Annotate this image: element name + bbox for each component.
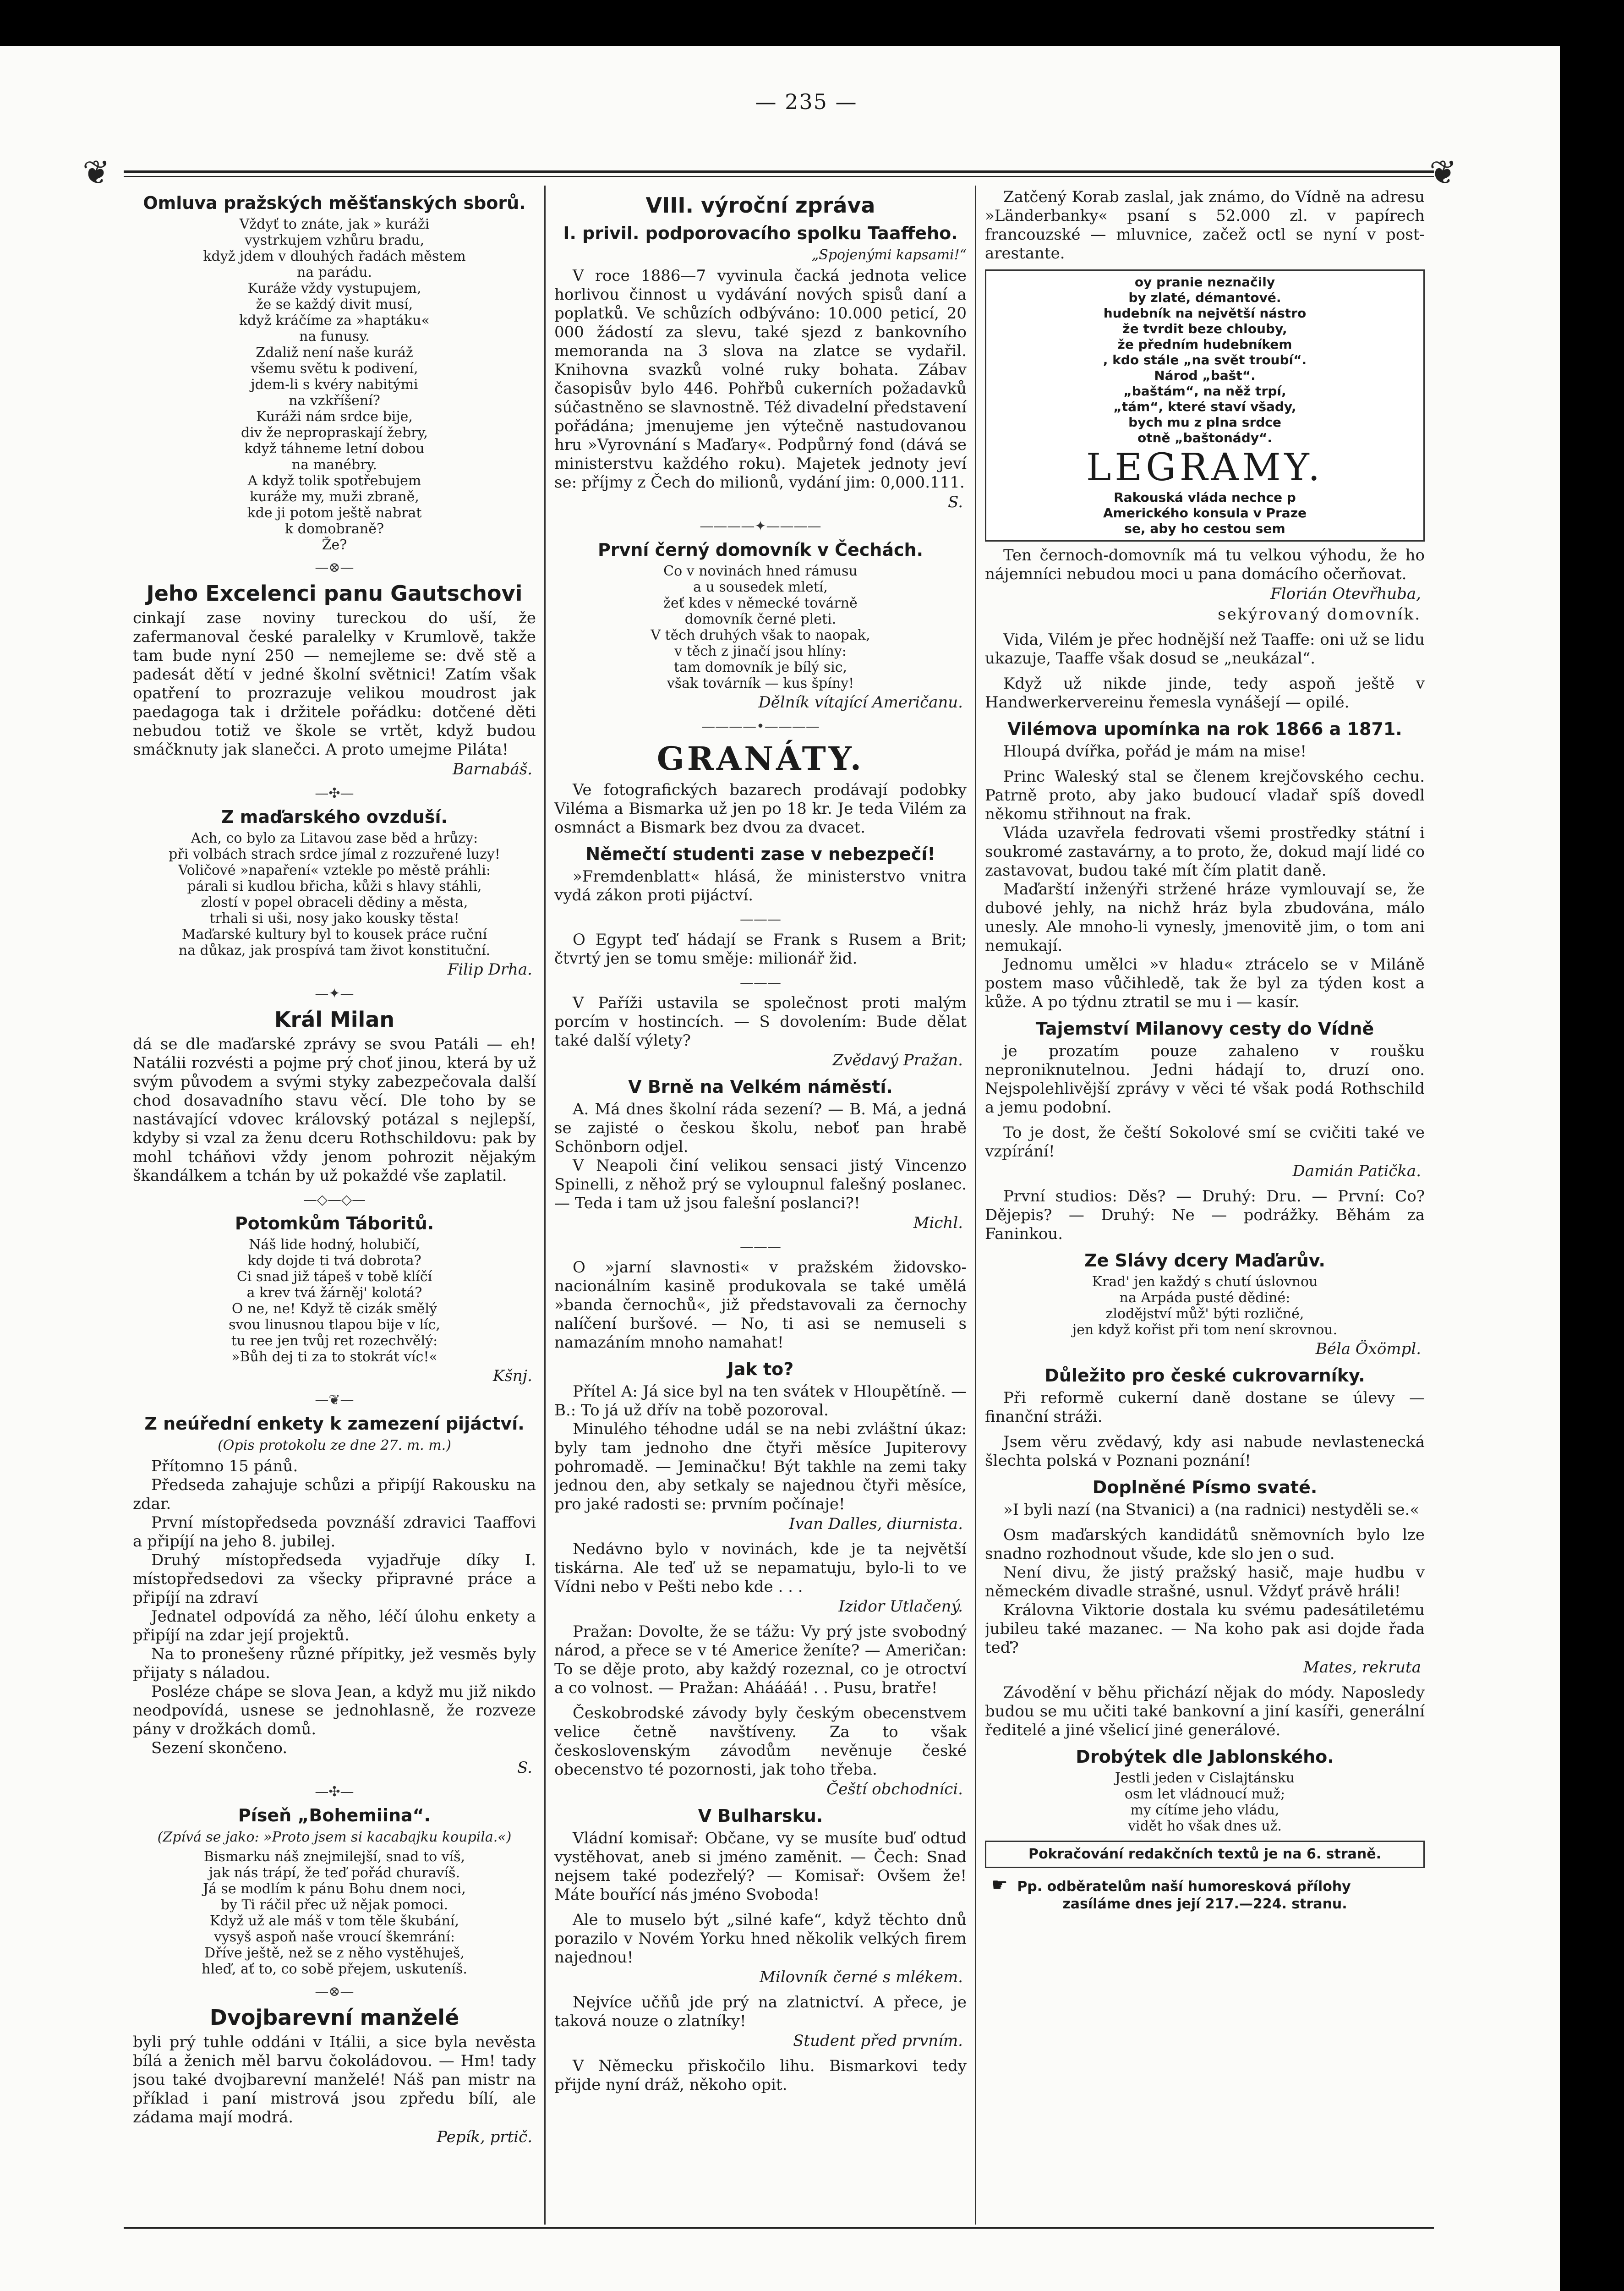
article-pismo-svate — [985, 1477, 1425, 1519]
column-rule-2 — [975, 186, 976, 2225]
separator-ornament: —⊗— — [315, 1984, 354, 2000]
poem — [133, 1849, 536, 1977]
signature-2: sekýrovaný domovník. — [1218, 605, 1421, 624]
article-v-bulharsku — [554, 1805, 967, 1904]
article-silne-kafe — [554, 1911, 967, 1987]
legramy-line: hudebník na největší nástro — [1103, 306, 1307, 321]
signature: Zvědavý Pražan. — [832, 1051, 963, 1069]
article-title: V Bulharsku. — [698, 1806, 823, 1826]
separator-dash: ——— — [740, 975, 781, 991]
article-potomkum-taboritu — [133, 1213, 536, 1386]
poem-line: všemu světu k podivení, — [251, 361, 418, 377]
separator-ornament: —✣— — [315, 785, 354, 801]
article-title: Jeho Excelenci panu Gautschovi — [146, 581, 523, 606]
separator-ornament: —◇—◇— — [303, 1192, 366, 1208]
separator-dash: ——— — [740, 1239, 781, 1255]
article-vyrocni-zprava — [554, 192, 967, 512]
legramy-line: že tvrdit beze chlouby, — [1122, 321, 1287, 336]
notice-supplement-line-2: zasíláme dnes její 217.—224. stranu. — [1062, 1896, 1347, 1912]
signature: Ivan Dalles, diurnista. — [789, 1515, 963, 1533]
signature: S. — [517, 1759, 532, 1777]
article-pariz — [554, 994, 967, 1070]
poem-line: vystrkujem vzhůru bradu, — [244, 232, 425, 248]
paragraph: Princ Waleský stal se členem krejčovského cechu. Patrně proto, aby jako budoucí vladař spíš dovedl někomu střihnout na frak. — [985, 767, 1425, 823]
article-text: Nejvíce učňů jde prý na zlatnictví. A přece, je taková nouze o zlatníky! — [554, 1993, 967, 2030]
poem-line: O ne, ne! Když tě cizák smělý — [231, 1301, 437, 1317]
poem-line: div že nepropraskají žebry, — [241, 425, 428, 441]
article-title: Z maďarského ovzduší. — [221, 807, 448, 827]
legramy-line: by zlaté, démantové. — [1128, 290, 1281, 305]
article-various-notes — [985, 767, 1425, 1012]
legramy-line: že předním hudebníkem — [1117, 337, 1292, 352]
article-jarni-slavnost — [554, 1258, 967, 1352]
poem-line: kuráže my, muži zbraně, — [250, 489, 419, 505]
article-text: Ale to muselo být „silné kafe“, když těchto dnů porazilo v Novém Yorku hned několik velkých firem najednou! — [554, 1911, 967, 1967]
article-vilem-taaffe — [985, 630, 1425, 668]
article-sokolove — [985, 1124, 1425, 1181]
poem-line: by Ti ráčil přec už nějak pomoci. — [220, 1897, 448, 1913]
article-title: Potomkům Táboritů. — [235, 1213, 434, 1233]
poem-line: při volbách strach srdce jímal z rozzuřené luzy! — [169, 846, 500, 862]
poem-line: na funusy. — [299, 329, 370, 345]
paragraph: Není divu, že jistý pražský hasič, maje hudbu v německém divadle strašné, usnul. Vždyť právě hráli! — [985, 1563, 1425, 1600]
signature: Damián Patička. — [1292, 1162, 1421, 1180]
article-text: Ten černoch-domovník má tu velkou výhodu, že ho nájemníci nebudou moci u pana domácího očerňovat. — [985, 546, 1425, 583]
separator-ornament: —✦— — [315, 986, 354, 1002]
poem-line: jdem-li s kvéry nabitými — [251, 377, 418, 393]
article-text: První studios: Děs? — Druhý: Dru. — První: Co? Dějepis? — Druhý: Ne — podrážky. Běhám za Faninkou. — [985, 1187, 1425, 1243]
article-text: Zatčený Korab zaslal, jak známo, do Vídně na adresu »Länderbanky« psaní s 52.000 zl. v papírech francouzské — mluvnice, začež octl se nyní v post-arestante. — [985, 188, 1425, 263]
article-jak-to — [554, 1359, 967, 1534]
article-korab — [985, 188, 1425, 263]
signature: Pepík, prtič. — [437, 2128, 532, 2146]
column-2 — [554, 188, 967, 2222]
column-3 — [985, 188, 1425, 2222]
article-text: Když už nikde jinde, tedy aspoň ještě v Handwerkervereinu řemesla vynášejí — opilé. — [985, 674, 1425, 712]
article-misc-2 — [985, 1526, 1425, 1677]
article-ceskobrodske — [554, 1704, 967, 1799]
legramy-pasted-clipping — [985, 269, 1425, 542]
poem-line: tam domovník je bílý sic, — [673, 659, 848, 675]
paragraph: Posléze chápe se slova Jean, a když mu již nikdo neodpovídá, usnese se jednohlasně, že rozveze pány v drožkách domů. — [133, 1683, 536, 1738]
article-omluva — [133, 192, 536, 553]
article-text: Ve fotografických bazarech prodávají podobky Viléma a Bismarka už jen po 18 kr. Je teda Vilém za osmnáct a Bismark bez dvou za dvacet. — [554, 781, 967, 837]
article-text: »I byli nazí (na Stvanici) a (na radnici) nestyděli se.« — [1003, 1501, 1420, 1519]
poem-line: v těch z jinačí jsou hlíny: — [674, 643, 847, 659]
poem-line: jak nás trápí, že teď pořád churavíš. — [208, 1865, 460, 1881]
poem-line: když jdem v dlouhých řadách městem — [203, 248, 466, 264]
article-title: Vilémova upomínka na rok 1866 a 1871. — [1007, 719, 1402, 739]
poem-line: žeť kdes v německé továrně — [663, 595, 858, 611]
poem-line: Maďarské kultury byl to kousek práce ruční — [181, 926, 487, 943]
article-text: cinkají zase noviny tureckou do uší, že zafermanoval české paralelky v Krumlově, takže tam bude nyní 250 — nemejleme se: dvě stě a padesát dětí v jedné školní světnici! Zatím však opatření to prozrazuje velikou moudrost jak paedagoga tak i držitele pořádku: dotčené děti nebudou totiž ve škole se vrtět, když budou smáčknuty jak slanečci. A proto umejme Piláta! — [133, 609, 536, 759]
poem-line: Kuráže vždy vystupujem, — [247, 280, 421, 296]
poem-line: tu ree jen tvůj ret rozechvělý: — [231, 1333, 438, 1349]
section-heading-granaty: GRANÁTY. — [656, 740, 864, 778]
article-text: Hloupá dvířka, pořád je mám na mise! — [1003, 742, 1307, 761]
article-text: Závodění v běhu přichází nějak do módy. Naposledy budou se mu učiti také bankovní a jiní kasíři, generální ředitelé a jiné všelicí jiné generálové. — [985, 1683, 1425, 1739]
article-egypt — [554, 931, 967, 968]
poem-line: Ach, co bylo za Litavou zase běd a hrůzy: — [191, 830, 478, 846]
article-dvojbarevni — [133, 2005, 536, 2147]
poem-line: na důkaz, jak prospívá tam život konstituční. — [178, 943, 491, 959]
article-text: Pražan: Dovolte, že se tážu: Vy prý jste svobodný národ, a přece se v té Americe ženíte? — Američan: To se děje proto, aby každý rozeznal, co je otroctví a co volnost. — Pražan: Aháááá! . . Pusu, bratře! — [554, 1622, 967, 1697]
article-subtitle: (Zpívá se jako: »Proto jsem si kacabajku koupila.«) — [157, 1829, 512, 1845]
article-title: Omluva pražských měšťanských sborů. — [143, 193, 526, 213]
article-pisen-bohemiina — [133, 1805, 536, 1977]
article-granaty — [554, 740, 967, 837]
signature: S. — [948, 493, 963, 511]
poem-line: Co v novinách hned rámusu — [663, 563, 858, 579]
article-title: Důležito pro české cukrovarníky. — [1044, 1365, 1365, 1386]
legramy-line: otně „baštonády“. — [1137, 430, 1273, 445]
poem — [133, 216, 536, 553]
paragraph: Předseda zahajuje schůzi a připíjí Rakousku na zdar. — [133, 1476, 536, 1513]
page-number: — 235 — — [755, 89, 858, 114]
poem-line: Krad' jen každý s chutí úslovnou — [1092, 1274, 1318, 1290]
signature: Kšnj. — [492, 1367, 532, 1385]
poem-line: Vždyť to znáte, jak » kuráži — [239, 216, 430, 232]
article-text: To je dost, že čeští Sokolové smí se cvičiti také ve vzpírání! — [985, 1124, 1425, 1161]
article-paragraphs — [133, 1457, 536, 1758]
article-text: Vida, Vilém je přec hodnější než Taaffe: oni už se lidu ukazuje, Taaffe však dosud se „neukázal“. — [985, 630, 1425, 668]
article-cernoch-domovnik — [985, 546, 1425, 624]
poem-line: trhali si uši, nosy jako kousky těsta! — [209, 910, 459, 926]
article-milanovy-cesty — [985, 1018, 1425, 1117]
article-text: O Egypt teď hádají se Frank s Rusem a Brit; čtvrtý jen se tomu směje: milionář žid. — [554, 931, 967, 968]
paragraph: Vláda uzavřela fedrovati všemi prostředky státní i soukromé zastavárny, a to proto, že, dokud mají lidé co zastavovat, budou také mít čím platit daně. — [985, 824, 1425, 880]
poem-line: vidět ho však dnes už. — [1128, 1818, 1282, 1834]
legramy-lines-top — [991, 274, 1419, 446]
article-text: Českobrodské závody byly českým obecenstvem velice četně navštíveny. Za to však československým závodům nevěnuje české obecenstvo té pozornosti, jak toho třeba. — [554, 1704, 967, 1779]
separator-ornament: ————•———— — [701, 718, 820, 734]
poem-line: Ci snad již tápeš v tobě klíčí — [236, 1269, 432, 1285]
article-subtitle: (Opis protokolu ze dne 27. m. m.) — [218, 1437, 451, 1453]
legramy-line: se, aby ho cestou sem — [1124, 521, 1285, 536]
poem-line: domovník černé pleti. — [684, 611, 837, 627]
article-title: V Brně na Velkém náměstí. — [628, 1077, 893, 1097]
poem-line: Jestli jeden v Cislajtánsku — [1115, 1770, 1295, 1786]
article-handwerkerverein — [985, 674, 1425, 712]
article-text: V roce 1886—7 vyvinula čacká jednota velice horlivou činnost u vydávání nových spisů daní a poplatků. Ve schůzích odbýváno: 10.000 peticí, 20 000 žádostí za slevu, také sjezd z bankovního memoranda na 3 slova na zlatce se vydařil. Knihovna svazků volné ruky bohata. Zábav časopisův bylo 446. Pohřbů cukerních požadavků súčastněno se slavnostně. Též divadelní představení pořádána; jmenujeme jen výtečně nastudovanou hru »Vyrovnání s Maďary«. Podpůrný fond (dává se ministerstvu každého roku). Majetek jednoty jeví se: příjmy z Čech do milionů, vydání jim: 0,000.111. — [554, 267, 967, 492]
article-v-brne — [554, 1076, 967, 1233]
article-cukrovarnici — [985, 1365, 1425, 1426]
signature: Milovník černé s mlékem. — [760, 1968, 963, 1986]
poem — [133, 830, 536, 959]
poem-line: jen když kořist při tom není skrovnou. — [1072, 1322, 1338, 1338]
poem-line: kde ji potom ještě nabrat — [247, 505, 422, 521]
column-1 — [133, 188, 536, 2222]
poem-line: a krev tvá žárněj' kolotá? — [246, 1285, 422, 1301]
article-vilemova-upominka — [985, 718, 1425, 761]
article-title: Tajemství Milanovy cesty do Vídně — [1035, 1019, 1374, 1039]
poem-line: Voličové »napaření« vztekle po městě práhli: — [178, 862, 491, 878]
poem-line: a u sousedek mletí, — [693, 579, 828, 595]
poem-line: když kráčíme za »haptáku« — [239, 312, 430, 329]
poem-line: Zdaliž není naše kuráž — [256, 345, 413, 361]
article-gautsch — [133, 581, 536, 779]
poem-line: však továrník — kus špíny! — [667, 675, 854, 691]
poem-line: Bismarku náš znejmilejší, snad to víš, — [203, 1849, 465, 1865]
poem-line: párali si kudlou břicha, kůži s hlavy stáhli, — [187, 878, 482, 894]
article-paragraphs — [554, 1382, 967, 1514]
paragraph: Jednatel odpovídá za něho, léčí úlohu enkety a připíjí na zdar její projektů. — [133, 1607, 536, 1644]
poem-line: Kuráži nám srdce bije, — [256, 409, 413, 425]
article-tiskarna — [554, 1540, 967, 1616]
poem-line: kdy dojde ti tvá dobrota? — [247, 1253, 421, 1269]
article-text: V Paříži ustavila se společnost proti malým porcím v hostincích. — S dovolením: Bude dělat také další výlety? — [554, 994, 967, 1050]
article-title: Drobýtek dle Jablonského. — [1076, 1747, 1334, 1767]
poem-line: na manébry. — [291, 457, 377, 473]
frame-bottom-rule — [124, 2227, 1434, 2229]
paragraph: Přítomno 15 pánů. — [151, 1457, 298, 1475]
paragraph: Jednomu umělci »v hladu« ztrácelo se v Miláně postem maso vůčihledě, tak že byl za týden kost a kůže. A po týdnu ztratil se mu i — kasír. — [985, 955, 1425, 1011]
article-text: dá se dle maďarské zprávy se svou Patáli — eh! Natálii rozvésti a pojme prý choť jinou, která by už svým původem a svými styky zabezpečovala další chod dosavadního stavu věcí. Dle toho by se nastávající vdovec královský potázal s nejlepší, kdyby si vzal za ženu dceru Rothschildovu: pak by mohl tcháňovi vždy jenom pohrozit nějakým škandálkem a tchán by už pokaždé vše zaplatil. — [133, 1035, 536, 1185]
poem-line: Náš lide hodný, holubičí, — [249, 1237, 420, 1253]
legramy-line: „tám“, které staví všady, — [1113, 399, 1296, 414]
article-studios — [985, 1187, 1425, 1244]
article-text: byli prý tuhle oddáni v Itálii, a sice byla nevěsta bílá a ženich měl barvu čokoládovou. — Hm! tady jsou také dvojbarevní manželé! Náš pan mistr na příklad i paní mistrová jsou zpředu bílí, ale zádama mají modrá. — [133, 2033, 536, 2127]
poem-line: zlostí v popel obraceli dědiny a města, — [201, 894, 468, 910]
legramy-line: oy pranie neznačily — [1134, 274, 1275, 290]
article-title: Píseň „Bohemiina“. — [238, 1805, 431, 1825]
signature: Mates, rekruta — [1303, 1658, 1421, 1677]
poem-line: vysyš aspoň naše vroucí škemrání: — [213, 1929, 455, 1945]
corner-ornament-right: ❦ — [1429, 153, 1457, 192]
poem-line: svou linusnou tlapou bije v líc, — [229, 1317, 440, 1333]
legramy-title: LEGRAMY. — [1086, 446, 1324, 489]
poem-line: že se každý divit musí, — [256, 296, 413, 312]
poem — [985, 1770, 1425, 1834]
poem-line: Že? — [322, 537, 347, 553]
article-cerny-domovnik — [554, 539, 967, 712]
scan-border-top — [0, 0, 1624, 46]
article-nemecti-studenti — [554, 844, 967, 905]
article-title: První černý domovník v Čechách. — [597, 540, 923, 560]
signature: Barnabáš. — [453, 760, 532, 778]
frame-top-rule-thin — [124, 176, 1434, 177]
article-title: Král Milan — [274, 1007, 395, 1032]
paragraph: První místopředseda povznáší zdravici Taaffovi a připíjí na jeho 8. jubilej. — [133, 1513, 536, 1551]
poem — [985, 1274, 1425, 1338]
article-motto: „Spojenými kapsami!“ — [811, 247, 967, 263]
signature: Čeští obchodníci. — [826, 1780, 963, 1798]
separator-dash: ——— — [740, 911, 781, 927]
poem-line: hleď, ať to, co sobě přejem, uskuteníš. — [202, 1961, 467, 1977]
poem-line: na parádu. — [296, 264, 372, 280]
frame-top-rule — [124, 170, 1434, 173]
article-text: Vládní komisař: Občane, vy se musíte buď odtud vystěhovat, aneb si jméno zaměnit. — Čech: Snad nejsem také podezřelý? — Komisař: Ovšem že! Máte bouřící nás jméno Svoboda! — [554, 1829, 967, 1904]
article-zlatnictvi — [554, 1993, 967, 2050]
notice-continuation: Pokračování redakčních textů je na 6. straně. — [985, 1841, 1425, 1868]
column-rule-1 — [544, 186, 546, 2225]
article-slechta-polska — [985, 1433, 1425, 1470]
article-lih — [554, 2057, 967, 2094]
poem — [133, 1237, 536, 1365]
article-text: »Fremdenblatt« hlásá, že ministerstvo vnitra vydá zákon proti pijáctví. — [554, 867, 967, 904]
article-title: Z neúřední enkety k zamezení pijáctví. — [144, 1414, 525, 1434]
article-text: Jsem věru zvědavý, kdy asi nabude nevlastenecká šlechta polská v Poznani poznání! — [985, 1433, 1425, 1470]
paragraph: Druhý místopředseda vyjadřuje díky I. místopředsedovi za všecky připravné práce a připíjí na zdraví — [133, 1551, 536, 1607]
article-kral-milan — [133, 1007, 536, 1185]
separator-ornament: —⊗— — [315, 559, 354, 575]
legramy-line: Amerického konsula v Praze — [1103, 505, 1307, 521]
poem-line: my cítíme jeho vládu, — [1130, 1802, 1280, 1818]
article-zavodeni — [985, 1683, 1425, 1740]
poem-line: Já se modlím k pánu Bohu dnem noci, — [203, 1881, 466, 1897]
legramy-line: bych mu z plna srdce — [1128, 415, 1281, 430]
article-paragraphs — [554, 1100, 967, 1213]
article-text: Při reformě cukerní daně dostane se úlevy — finanční stráži. — [985, 1389, 1425, 1426]
poem-line: V těch druhých však to naopak, — [651, 627, 870, 643]
signature: Izidor Utlačený. — [838, 1597, 963, 1616]
separator-ornament: —❦— — [315, 1392, 354, 1408]
paragraph: Osm maďarských kandidátů sněmovních bylo lze snadno rozhodnout všude, kde slo jen o sud. — [985, 1526, 1425, 1563]
separator-ornament: —✣— — [315, 1784, 354, 1800]
article-title-2: I. privil. podporovacího spolku Taaffeho. — [563, 223, 958, 243]
article-paragraphs — [985, 1526, 1425, 1657]
notice-supplement-line-1: Pp. odběratelům naší humoresková přílohy — [1017, 1879, 1351, 1895]
article-prazan-american — [554, 1622, 967, 1698]
poem-line: A když tolik spotřebujem — [247, 473, 421, 489]
signature: Michl. — [913, 1214, 963, 1232]
article-drobytek — [985, 1746, 1425, 1834]
article-text: V Německu přiskočilo lihu. Bismarkovi tedy přijde nyní dráž, někoho opit. — [554, 2057, 967, 2094]
poem-line: zlodějství můž' býti rozličné, — [1105, 1306, 1304, 1322]
article-paragraphs — [985, 767, 1425, 1012]
poem-line: k domobraně? — [284, 521, 384, 537]
legramy-line: , kdo stále „na svět troubí“. — [1103, 352, 1307, 367]
article-title: Jak to? — [727, 1359, 794, 1379]
scan-border-right — [1560, 0, 1624, 2291]
poem-line: »Bůh dej ti za to stokrát víc!« — [231, 1349, 437, 1365]
article-text: O »jarní slavnosti« v pražském židovsko-nacionálním kasině produkovala se také umělá »banda černochů«, již představovali za černochy nalíčení buršové. — No, ti asi se nemuseli s namazáním mnoho namahat! — [554, 1258, 967, 1352]
signature: Student před prvním. — [793, 2032, 963, 2050]
article-title: Doplněné Písmo svaté. — [1092, 1477, 1318, 1497]
signature: Florián Otevřhuba, — [1270, 585, 1421, 603]
legramy-line: „baštám“, na něž trpí, — [1123, 384, 1286, 399]
article-title: Dvojbarevní manželé — [209, 2005, 459, 2030]
paragraph: Přítel A: Já sice byl na ten svátek v Hloupětíně. — B.: To já už dřív na tobě pozoroval. — [554, 1382, 967, 1420]
pointing-hand-icon: ☛ — [991, 1874, 1008, 1896]
paragraph: A. Má dnes školní ráda sezení? — B. Má, a jedná se zajisté o českou školu, neboť pan hrabě Schönborn odjel. — [554, 1100, 967, 1156]
paragraph: Na to pronešeny různé přípitky, jež vesměs byly přijaty s náladou. — [133, 1645, 536, 1682]
separator-ornament: ————✦———— — [700, 518, 821, 534]
legramy-line: Národ „bašt“. — [1154, 368, 1256, 383]
poem-line: osm let vládnoucí muž; — [1124, 1786, 1285, 1802]
legramy-line: Rakouská vláda nechce p — [1114, 490, 1296, 505]
paragraph: Královna Viktorie dostala ku svému padesátiletému jubileu také mazanec. — Na koho pak asi dojde řada teď? — [985, 1601, 1425, 1657]
signature: Béla Öxömpl. — [1315, 1340, 1421, 1358]
paragraph: Sezení skončeno. — [151, 1739, 288, 1757]
poem-line: na vzkříšení? — [289, 393, 380, 409]
article-ze-slavy — [985, 1250, 1425, 1359]
paragraph: Maďarští inženýři stržené hráze vymlouvají se, že dubové jehly, na nichž hráz byla zbudována, málo unesly. Ale mnoho-li vynesly, jmenovitě jim, o tom ani nemukají. — [985, 880, 1425, 955]
signature: Dělník vítající Američanu. — [758, 693, 963, 712]
poem-line: Když už ale máš v tom těle škubání, — [209, 1913, 459, 1929]
poem-line: když táhneme letní dobou — [244, 441, 425, 457]
notice-supplement — [985, 1873, 1425, 1917]
article-title: VIII. výroční zpráva — [645, 193, 875, 218]
article-enkety — [133, 1413, 536, 1777]
paragraph: Minulého téhodne udál se na nebi zvláštní úkaz: byly tam jednoho dne čtyři měsíce Jupiterovy pohromadě. — Jeminačku! Být takhle na zemi taky jednou den, aby setkaly se najednou čtyři měsíce, pro jaké radosti se: prvním počínaje! — [554, 1420, 967, 1513]
poem — [554, 563, 967, 691]
article-title: Němečtí studenti zase v nebezpečí! — [585, 844, 935, 864]
article-title: Ze Slávy dcery Maďarův. — [1084, 1250, 1325, 1271]
poem-line: na Arpáda pusté dědiné: — [1119, 1290, 1290, 1306]
poem-line: Dříve ještě, než se z něho vystěhuješ, — [204, 1945, 465, 1961]
legramy-lines-bottom — [991, 490, 1419, 537]
corner-ornament-left: ❦ — [82, 153, 110, 192]
article-madarske-ovzdusi — [133, 806, 536, 979]
article-text: Nedávno bylo v novinách, kde je ta největší tiskárna. Ale teď už se nepamatuju, bylo-li to ve Vídni nebo v Pešti nebo kde . . . — [554, 1540, 967, 1596]
paragraph: V Neapoli činí velikou sensaci jistý Vincenzo Spinelli, z něhož prý se vyloupnul falešný poslanec. — Teda i tam už jsou falešní poslanci?! — [554, 1156, 967, 1212]
signature: Filip Drha. — [447, 960, 532, 979]
article-text: je prozatím pouze zahaleno v roušku neproniknutelnou. Jedni hádají to, druzí ono. Nejspolehlivější zprávy v věci té však podá Rothschild a jemu podobní. — [985, 1042, 1425, 1117]
